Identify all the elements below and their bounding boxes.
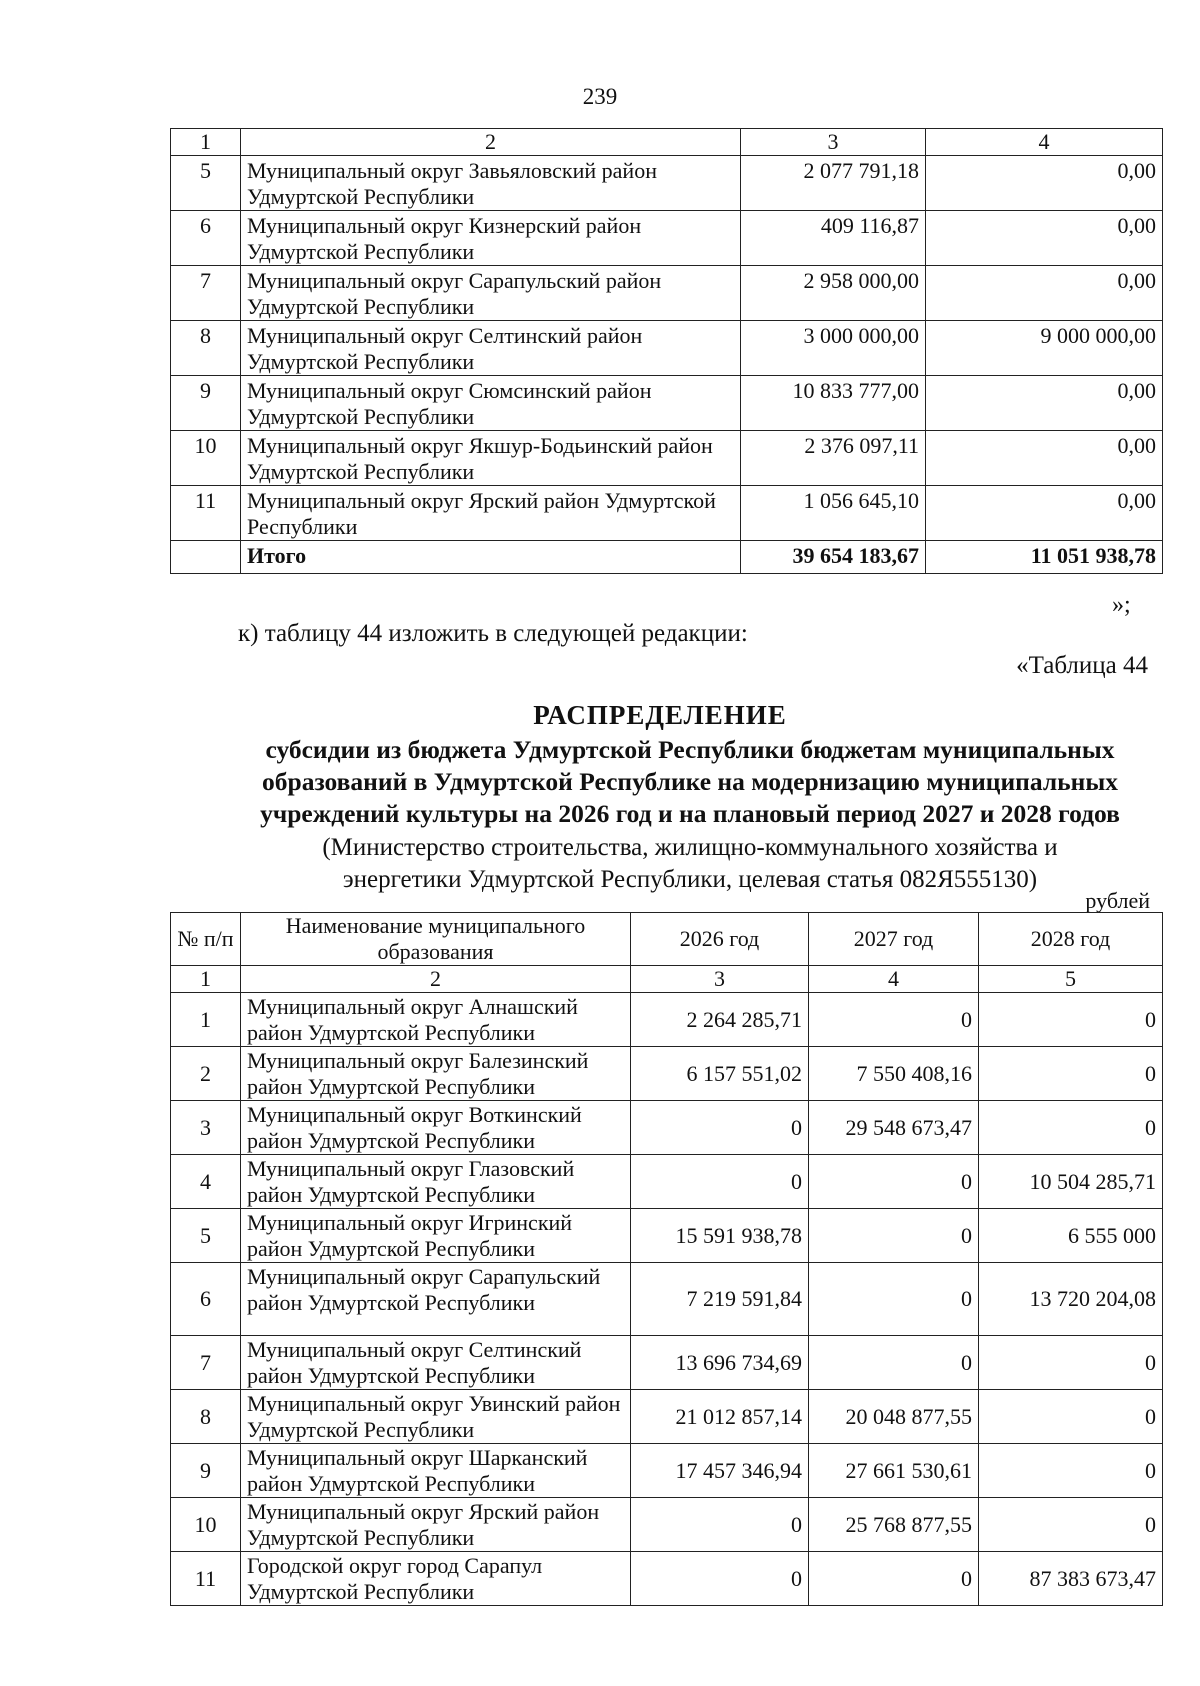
colnum-cell: 5 <box>979 966 1163 993</box>
row-number: 9 <box>171 1444 241 1498</box>
row-number: 6 <box>171 211 241 266</box>
table1-header-cell: 2 <box>241 129 741 156</box>
table2-row <box>171 1444 1163 1498</box>
table1-total-row <box>171 541 1163 574</box>
amount-2028: 0 <box>979 1047 1163 1101</box>
municipality-name: Городской округ город Сарапул Удмуртской Республики <box>241 1552 631 1606</box>
header-2028: 2028 год <box>979 913 1163 966</box>
amount-2026: 0 <box>631 1552 809 1606</box>
row-number: 4 <box>171 1155 241 1209</box>
table1-row <box>171 376 1163 431</box>
municipality-name: Муниципальный округ Глазовский район Удмуртской Республики <box>241 1155 631 1209</box>
document-heading: РАСПРЕДЕЛЕНИЕ <box>533 700 787 730</box>
amount-col3: 2 077 791,18 <box>741 156 926 211</box>
row-number: 10 <box>171 431 241 486</box>
header-2026: 2026 год <box>631 913 809 966</box>
row-number: 9 <box>171 376 241 431</box>
table1-body <box>171 129 1163 574</box>
table2-body <box>171 913 1163 1606</box>
table2-row <box>171 1155 1163 1209</box>
municipality-name: Муниципальный округ Кизнерский район Удмуртской Республики <box>241 211 741 266</box>
table2-row <box>171 1047 1163 1101</box>
table2-row <box>171 1101 1163 1155</box>
amount-2027: 7 550 408,16 <box>809 1047 979 1101</box>
quote-close: »; <box>1112 592 1131 618</box>
amount-2028: 0 <box>979 1444 1163 1498</box>
amount-2026: 0 <box>631 1101 809 1155</box>
header-name: Наименование муниципального образования <box>241 913 631 966</box>
subtitle-line: субсидии из бюджета Удмуртской Республики бюджетам муниципальных <box>265 735 1115 764</box>
table1-header-cell: 3 <box>741 129 926 156</box>
amount-2027: 0 <box>809 1336 979 1390</box>
amount-2026: 7 219 591,84 <box>631 1263 809 1336</box>
municipality-name: Муниципальный округ Шарканский район Удмуртской Республики <box>241 1444 631 1498</box>
total-label: Итого <box>241 541 741 574</box>
municipality-name: Муниципальный округ Балезинский район Удмуртской Республики <box>241 1047 631 1101</box>
row-number: 11 <box>171 486 241 541</box>
header-num: № п/п <box>171 913 241 966</box>
amount-2026: 21 012 857,14 <box>631 1390 809 1444</box>
table1-row <box>171 156 1163 211</box>
municipality-name: Муниципальный округ Селтинский район Удмуртской Республики <box>241 1336 631 1390</box>
amount-2028: 0 <box>979 1101 1163 1155</box>
amount-col4: 0,00 <box>926 431 1163 486</box>
colnum-cell: 1 <box>171 966 241 993</box>
row-number: 7 <box>171 266 241 321</box>
table-44 <box>170 912 1163 1606</box>
amount-col4: 0,00 <box>926 156 1163 211</box>
amount-col4: 0,00 <box>926 211 1163 266</box>
colnum-cell: 4 <box>809 966 979 993</box>
amount-2026: 2 264 285,71 <box>631 993 809 1047</box>
table1-row <box>171 266 1163 321</box>
row-number: 5 <box>171 156 241 211</box>
table2-colnum-row <box>171 966 1163 993</box>
ministry-line: энергетики Удмуртской Республики, целевая статья 082Я555130) <box>342 866 1038 893</box>
ministry-line: (Министерство строительства, жилищно-коммунального хозяйства и <box>322 834 1058 861</box>
subtitle-line: учреждений культуры на 2026 год и на плановый период 2027 и 2028 годов <box>260 799 1120 828</box>
total-col3: 39 654 183,67 <box>741 541 926 574</box>
amount-col3: 2 958 000,00 <box>741 266 926 321</box>
colnum-cell: 2 <box>241 966 631 993</box>
municipality-name: Муниципальный округ Ярский район Удмуртской Республики <box>241 1498 631 1552</box>
amount-2026: 13 696 734,69 <box>631 1336 809 1390</box>
amount-col4: 0,00 <box>926 376 1163 431</box>
amount-2026: 0 <box>631 1155 809 1209</box>
amount-col3: 1 056 645,10 <box>741 486 926 541</box>
municipality-name: Муниципальный округ Игринский район Удмуртской Республики <box>241 1209 631 1263</box>
amount-col3: 3 000 000,00 <box>741 321 926 376</box>
table1-header-cell: 4 <box>926 129 1163 156</box>
municipality-name: Муниципальный округ Якшур-Бодьинский район Удмуртской Республики <box>241 431 741 486</box>
municipality-name: Муниципальный округ Селтинский район Удмуртской Республики <box>241 321 741 376</box>
colnum-cell: 3 <box>631 966 809 993</box>
row-number: 5 <box>171 1209 241 1263</box>
row-number: 6 <box>171 1263 241 1336</box>
table1-row <box>171 321 1163 376</box>
amount-col3: 409 116,87 <box>741 211 926 266</box>
table2-row <box>171 1336 1163 1390</box>
amount-2026: 17 457 346,94 <box>631 1444 809 1498</box>
table1-row <box>171 431 1163 486</box>
table2-row <box>171 1263 1163 1336</box>
table2-row <box>171 1390 1163 1444</box>
amount-col3: 10 833 777,00 <box>741 376 926 431</box>
amount-col3: 2 376 097,11 <box>741 431 926 486</box>
units-label: рублей <box>1085 888 1150 913</box>
municipality-name: Муниципальный округ Ярский район Удмуртской Республики <box>241 486 741 541</box>
row-number: 10 <box>171 1498 241 1552</box>
amount-2027: 29 548 673,47 <box>809 1101 979 1155</box>
table1-header-cell: 1 <box>171 129 241 156</box>
row-number: 8 <box>171 1390 241 1444</box>
row-number: 1 <box>171 993 241 1047</box>
table2-row <box>171 993 1163 1047</box>
amount-2028: 0 <box>979 1498 1163 1552</box>
row-number: 8 <box>171 321 241 376</box>
amount-2028: 13 720 204,08 <box>979 1263 1163 1336</box>
instruction-text: к) таблицу 44 изложить в следующей редакции: <box>238 620 748 647</box>
table2-row <box>171 1552 1163 1606</box>
table-caption: «Таблица 44 <box>1016 652 1148 679</box>
municipality-name: Муниципальный округ Воткинский район Удмуртской Республики <box>241 1101 631 1155</box>
subtitle-line: образований в Удмуртской Республике на модернизацию муниципальных <box>262 767 1118 796</box>
amount-2028: 0 <box>979 993 1163 1047</box>
row-number: 11 <box>171 1552 241 1606</box>
row-number: 2 <box>171 1047 241 1101</box>
amount-2027: 0 <box>809 1263 979 1336</box>
municipality-name: Муниципальный округ Увинский район Удмуртской Республики <box>241 1390 631 1444</box>
header-2027: 2027 год <box>809 913 979 966</box>
document-subtitle <box>150 734 1200 830</box>
continued-table-43 <box>170 128 1163 574</box>
amount-2027: 0 <box>809 1552 979 1606</box>
amount-col4: 0,00 <box>926 486 1163 541</box>
total-empty-cell <box>171 541 241 574</box>
table2-header-row <box>171 913 1163 966</box>
table2-row <box>171 1209 1163 1263</box>
amount-2028: 0 <box>979 1390 1163 1444</box>
municipality-name: Муниципальный округ Алнашский район Удмуртской Республики <box>241 993 631 1047</box>
amount-2027: 20 048 877,55 <box>809 1390 979 1444</box>
page-number: 239 <box>582 84 618 109</box>
amount-col4: 9 000 000,00 <box>926 321 1163 376</box>
amount-2028: 10 504 285,71 <box>979 1155 1163 1209</box>
amount-2027: 27 661 530,61 <box>809 1444 979 1498</box>
table1-row <box>171 211 1163 266</box>
amount-2028: 0 <box>979 1336 1163 1390</box>
municipality-name: Муниципальный округ Завьяловский район Удмуртской Республики <box>241 156 741 211</box>
municipality-name: Муниципальный округ Сюмсинский район Удмуртской Республики <box>241 376 741 431</box>
municipality-name: Муниципальный округ Сарапульский район Удмуртской Республики <box>241 1263 631 1336</box>
municipality-name: Муниципальный округ Сарапульский район Удмуртской Республики <box>241 266 741 321</box>
amount-2028: 6 555 000 <box>979 1209 1163 1263</box>
row-number: 7 <box>171 1336 241 1390</box>
row-number: 3 <box>171 1101 241 1155</box>
amount-2026: 0 <box>631 1498 809 1552</box>
amount-2027: 0 <box>809 993 979 1047</box>
amount-2027: 0 <box>809 1155 979 1209</box>
amount-2028: 87 383 673,47 <box>979 1552 1163 1606</box>
amount-2026: 15 591 938,78 <box>631 1209 809 1263</box>
table1-row <box>171 486 1163 541</box>
amount-2027: 25 768 877,55 <box>809 1498 979 1552</box>
ministry-note <box>150 832 1200 896</box>
amount-col4: 0,00 <box>926 266 1163 321</box>
amount-2026: 6 157 551,02 <box>631 1047 809 1101</box>
table2-row <box>171 1498 1163 1552</box>
total-col4: 11 051 938,78 <box>926 541 1163 574</box>
table1-header-row <box>171 129 1163 156</box>
amount-2027: 0 <box>809 1209 979 1263</box>
